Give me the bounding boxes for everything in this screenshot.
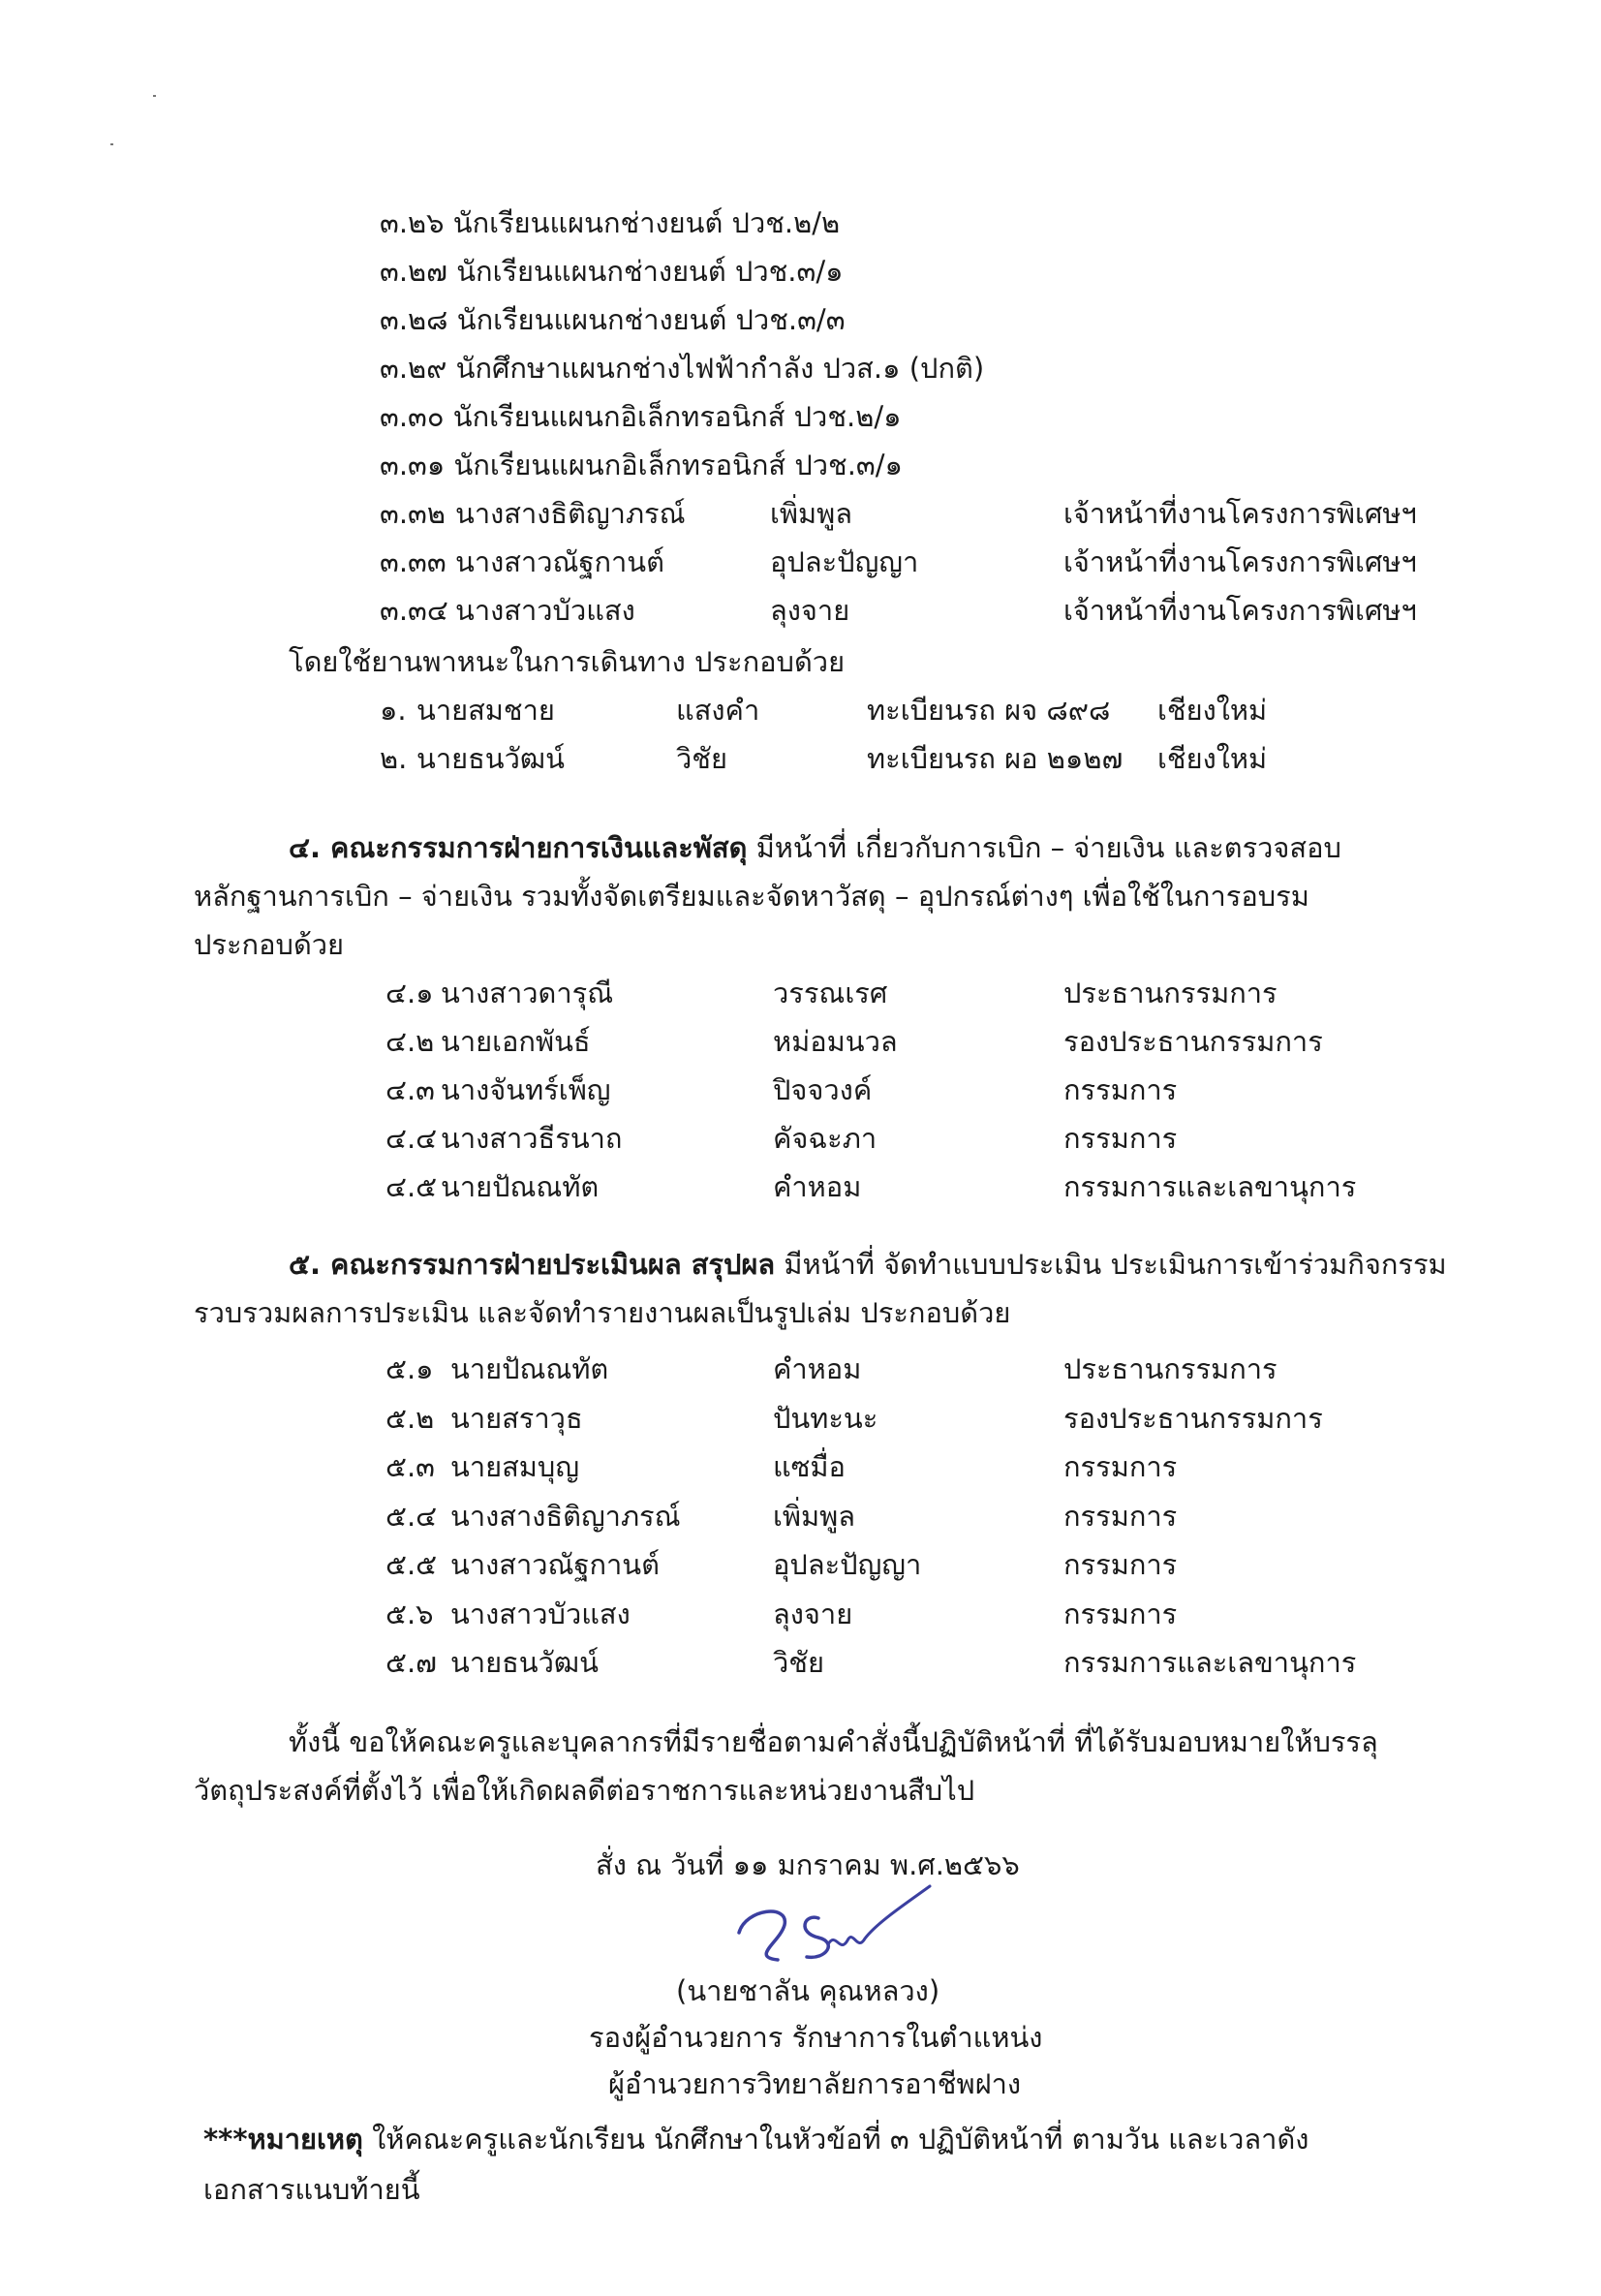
scan-speck [110, 143, 113, 145]
member-name: นางจันทร์เพ็ญ [441, 1073, 611, 1106]
member-number: ๕.๒ [385, 1401, 435, 1435]
member-role: กรรมการ [1063, 1450, 1178, 1483]
closing-line2: วัตถุประสงค์ที่ตั้งไว้ เพื่อให้เกิดผลดีต่อราชการและหน่วยงานสืบไป [194, 1774, 975, 1807]
vehicle-plate: ทะเบียนรถ ผจ ๘๙๘ [867, 694, 1111, 727]
item-number: ๓.๒๙ [380, 352, 447, 385]
staff-name: นางสาวณัฐกานต์ [455, 545, 664, 578]
item-text: นักเรียนแผนกอิเล็กทรอนิกส์ ปวช.๒/๑ [452, 400, 902, 433]
item-text: นักศึกษาแผนกช่างไฟฟ้ากำลัง ปวส.๑ (ปกติ) [455, 352, 985, 385]
driver-name: นายสมชาย [416, 694, 555, 727]
staff-surname: ลุงจาย [770, 594, 850, 627]
member-surname: หม่อมนวล [773, 1025, 898, 1058]
item-number: ๓.๒๗ [380, 255, 447, 288]
item-text: นักเรียนแผนกช่างยนต์ ปวช.๓/๑ [456, 255, 844, 288]
staff-surname: เพิ่มพูล [770, 497, 853, 530]
staff-name: นางสาวบัวแสง [455, 594, 635, 627]
staff-role: เจ้าหน้าที่งานโครงการพิเศษฯ [1063, 594, 1417, 627]
member-role: รองประธานกรรมการ [1063, 1025, 1323, 1058]
vehicle-plate: ทะเบียนรถ ผอ ๒๑๒๗ [867, 742, 1124, 775]
member-surname: คำหอม [773, 1352, 862, 1385]
staff-name: นางสางธิติญาภรณ์ [455, 497, 686, 530]
vehicle-province: เชียงใหม่ [1157, 694, 1268, 727]
section4-line1 [289, 828, 1341, 867]
driver-surname: วิชัย [676, 742, 727, 775]
member-number: ๔.๓ [385, 1073, 435, 1106]
section4-line2: หลักฐานการเบิก – จ่ายเงิน รวมทั้งจัดเตรียมและจัดหาวัสดุ – อุปกรณ์ต่างๆ เพื่อใช้ในการอบรม [194, 880, 1309, 913]
staff-role: เจ้าหน้าที่งานโครงการพิเศษฯ [1063, 497, 1417, 530]
staff-number: ๓.๓๔ [380, 594, 448, 627]
member-name: นางสางธิติญาภรณ์ [450, 1499, 681, 1533]
scan-speck [153, 95, 156, 97]
member-surname: คำหอม [773, 1170, 862, 1203]
note-line1 [203, 2120, 1309, 2158]
signature-image [712, 1865, 935, 1981]
section5-heading: ๕. คณะกรรมการฝ่ายประเมินผล สรุปผล [289, 1248, 776, 1281]
member-name: นายปัณณทัต [441, 1170, 600, 1203]
member-number: ๕.๕ [385, 1548, 438, 1581]
staff-number: ๓.๓๓ [380, 545, 446, 578]
section5-line1 [289, 1245, 1447, 1284]
member-role: กรรมการ [1063, 1122, 1178, 1155]
staff-surname: อุปละปัญญา [770, 545, 919, 578]
member-role: กรรมการ [1063, 1499, 1178, 1533]
vehicle-number: ๑. [380, 694, 407, 727]
staff-role: เจ้าหน้าที่งานโครงการพิเศษฯ [1063, 545, 1417, 578]
member-name: นายสมบุญ [450, 1450, 580, 1483]
member-surname: ปันทะนะ [773, 1401, 878, 1435]
note-label: ***หมายเหตุ [203, 2123, 363, 2156]
member-number: ๕.๖ [385, 1597, 434, 1630]
signer-title1: รองผู้อำนวยการ รักษาการในตำแหน่ง [589, 2021, 1043, 2054]
vehicle-province: เชียงใหม่ [1157, 742, 1268, 775]
item-number: ๓.๓๑ [380, 449, 446, 481]
member-surname: อุปละปัญญา [773, 1548, 922, 1581]
member-name: นางสาวธีรนาถ [441, 1122, 623, 1155]
member-name: นางสาวณัฐกานต์ [450, 1548, 660, 1581]
driver-name: นายธนวัฒน์ [416, 742, 565, 775]
member-name: นางสาวดารุณี [441, 977, 614, 1009]
member-role: กรรมการและเลขานุการ [1063, 1646, 1357, 1679]
closing-line1: ทั้งนี้ ขอให้คณะครูและบุคลากรที่มีรายชื่อตามคำสั่งนี้ปฏิบัติหน้าที่ ที่ได้รับมอบหมายให้บรรลุ [289, 1725, 1378, 1758]
member-surname: ลุงจาย [773, 1597, 853, 1630]
driver-surname: แสงคำ [676, 694, 760, 727]
member-role: ประธานกรรมการ [1063, 977, 1278, 1009]
member-role: ประธานกรรมการ [1063, 1352, 1278, 1385]
member-role: กรรมการ [1063, 1073, 1178, 1106]
member-name: นายสราวุธ [450, 1401, 583, 1435]
member-number: ๕.๓ [385, 1450, 435, 1483]
list-item [380, 349, 984, 388]
member-number: ๔.๕ [385, 1170, 438, 1203]
member-surname: ปิจจวงค์ [773, 1073, 873, 1106]
member-number: ๕.๔ [385, 1499, 438, 1533]
section5-line2: รวบรวมผลการประเมิน และจัดทำรายงานผลเป็นรูปเล่ม ประกอบด้วย [194, 1296, 1011, 1329]
member-name: นางสาวบัวแสง [450, 1597, 631, 1630]
member-surname: เพิ่มพูล [773, 1499, 856, 1533]
section4-desc: มีหน้าที่ เกี่ยวกับการเบิก – จ่ายเงิน และตรวจสอบ [755, 831, 1341, 864]
section4-line3: ประกอบด้วย [194, 928, 345, 961]
member-role: รองประธานกรรมการ [1063, 1401, 1323, 1435]
member-number: ๔.๔ [385, 1122, 438, 1155]
member-surname: แซมื่อ [773, 1450, 846, 1483]
member-name: นายธนวัฒน์ [450, 1646, 599, 1679]
note-line2: เอกสารแนบท้ายนี้ [203, 2173, 420, 2206]
vehicle-number: ๒. [380, 742, 408, 775]
list-item [380, 252, 844, 291]
signer-name: (นายชาลัน คุณหลวง) [676, 1974, 940, 2007]
item-number: ๓.๒๖ [380, 206, 445, 239]
section4-heading: ๔. คณะกรรมการฝ่ายการเงินและพัสดุ [289, 831, 748, 864]
item-text: นักเรียนแผนกช่างยนต์ ปวช.๓/๓ [456, 303, 846, 336]
member-number: ๔.๒ [385, 1025, 435, 1058]
item-number: ๓.๓๐ [380, 400, 445, 433]
member-surname: คัจฉะภา [773, 1122, 877, 1155]
member-role: กรรมการและเลขานุการ [1063, 1170, 1357, 1203]
member-surname: วรรณเรศ [773, 977, 888, 1009]
member-number: ๕.๗ [385, 1646, 437, 1679]
item-text: นักเรียนแผนกช่างยนต์ ปวช.๒/๒ [452, 206, 841, 239]
item-text: นักเรียนแผนกอิเล็กทรอนิกส์ ปวช.๓/๑ [453, 449, 903, 481]
list-item [380, 300, 846, 339]
list-item [380, 397, 902, 436]
member-name: นายปัณณทัต [450, 1352, 609, 1385]
vehicle-intro: โดยใช้ยานพาหนะในการเดินทาง ประกอบด้วย [289, 645, 846, 678]
order-date: สั่ง ณ วันที่ ๑๑ มกราคม พ.ศ.๒๕๖๖ [596, 1848, 1020, 1881]
member-role: กรรมการ [1063, 1548, 1178, 1581]
section5-desc: มีหน้าที่ จัดทำแบบประเมิน ประเมินการเข้าร่วมกิจกรรม [784, 1248, 1447, 1281]
note-text: ให้คณะครูและนักเรียน นักศึกษาในหัวข้อที่ ๓ ปฏิบัติหน้าที่ ตามวัน และเวลาดัง [372, 2123, 1309, 2156]
staff-number: ๓.๓๒ [380, 497, 446, 530]
member-role: กรรมการ [1063, 1597, 1178, 1630]
list-item [380, 446, 903, 484]
list-item [380, 203, 840, 242]
member-number: ๕.๑ [385, 1352, 434, 1385]
member-number: ๔.๑ [385, 977, 434, 1009]
signer-title2: ผู้อำนวยการวิทยาลัยการอาชีพฝาง [608, 2067, 1022, 2100]
item-number: ๓.๒๘ [380, 303, 448, 336]
member-name: นายเอกพันธ์ [441, 1025, 591, 1058]
member-surname: วิชัย [773, 1646, 824, 1679]
